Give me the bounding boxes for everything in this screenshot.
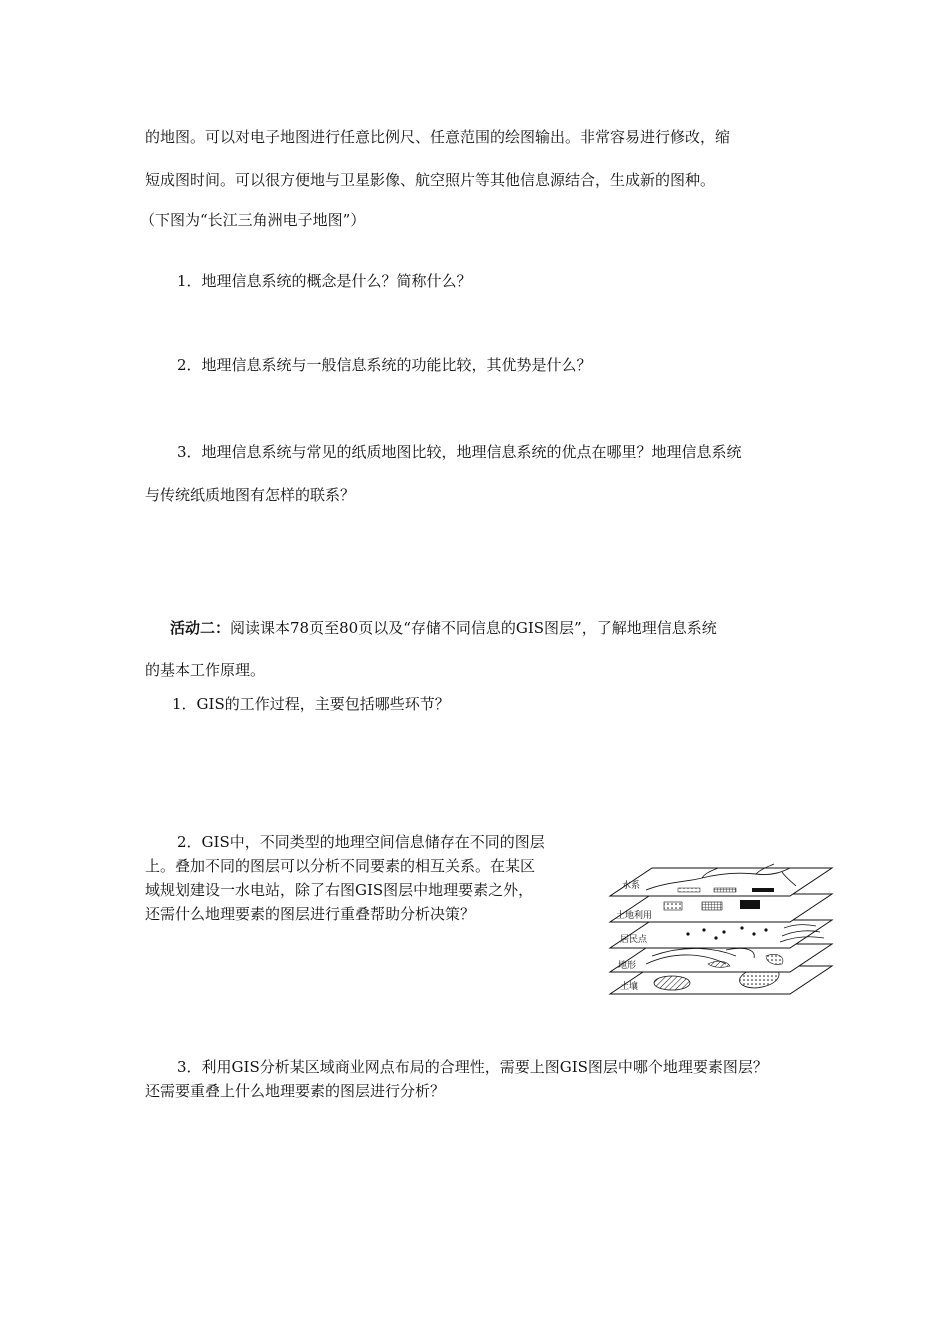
gis-layers-diagram <box>606 838 838 1000</box>
activity2-question-2-line-2: 上。叠加不同的图层可以分析不同要素的相互关系。在某区 <box>145 857 536 875</box>
activity2-question-2-line-4: 还需什么地理要素的图层进行重叠帮助分析决策？ <box>145 905 476 923</box>
layer-label-settlement: 居民点 <box>620 935 648 945</box>
layer-label-soil: 土壤 <box>620 982 639 992</box>
gis-layers-figure <box>606 838 838 1000</box>
activity2-question-3-line-1: 3．利用GIS分析某区域商业网点布局的合理性，需要上图GIS图层中哪个地理要素图层？ <box>177 1058 768 1076</box>
intro-line-3: （下图为“长江三角洲电子地图”） <box>140 211 366 229</box>
activity2-title: 活动二： <box>170 619 231 637</box>
activity2-question-3-line-2: 还需要重叠上什么地理要素的图层进行分析？ <box>145 1082 446 1100</box>
question-1: 1．地理信息系统的概念是什么？简称什么？ <box>177 272 472 290</box>
activity2-question-2-line-3: 域规划建设一水电站，除了右图GIS图层中地理要素之外， <box>145 881 534 899</box>
layer-label-water-system: 水系 <box>622 881 641 891</box>
activity2-question-1: 1．GIS的工作过程，主要包括哪些环节？ <box>172 695 450 713</box>
layer-water-system <box>610 864 832 896</box>
intro-line-1: 的地图。可以对电子地图进行任意比例尺、任意范围的绘图输出。非常容易进行修改，缩 <box>145 128 731 146</box>
activity2-heading <box>170 618 717 638</box>
question-3-line-2: 与传统纸质地图有怎样的联系？ <box>145 486 356 504</box>
layer-land-use <box>610 894 832 922</box>
activity2-line-1: 阅读课本78页至80页以及“存储不同信息的GIS图层”，了解地理信息系统 <box>230 619 717 637</box>
question-3-line-1: 3．地理信息系统与常见的纸质地图比较，地理信息系统的优点在哪里？地理信息系统 <box>177 443 742 461</box>
activity2-question-2-line-1: 2．GIS中，不同类型的地理空间信息储存在不同的图层 <box>177 833 545 851</box>
layer-label-terrain: 地形 <box>618 961 637 971</box>
layer-label-land-use: 土地利用 <box>616 911 653 921</box>
activity2-line-2: 的基本工作原理。 <box>145 661 266 679</box>
question-2: 2．地理信息系统与一般信息系统的功能比较，其优势是什么？ <box>177 356 592 374</box>
intro-line-2: 短成图时间。可以很方便地与卫星影像、航空照片等其他信息源结合，生成新的图种。 <box>145 171 716 189</box>
